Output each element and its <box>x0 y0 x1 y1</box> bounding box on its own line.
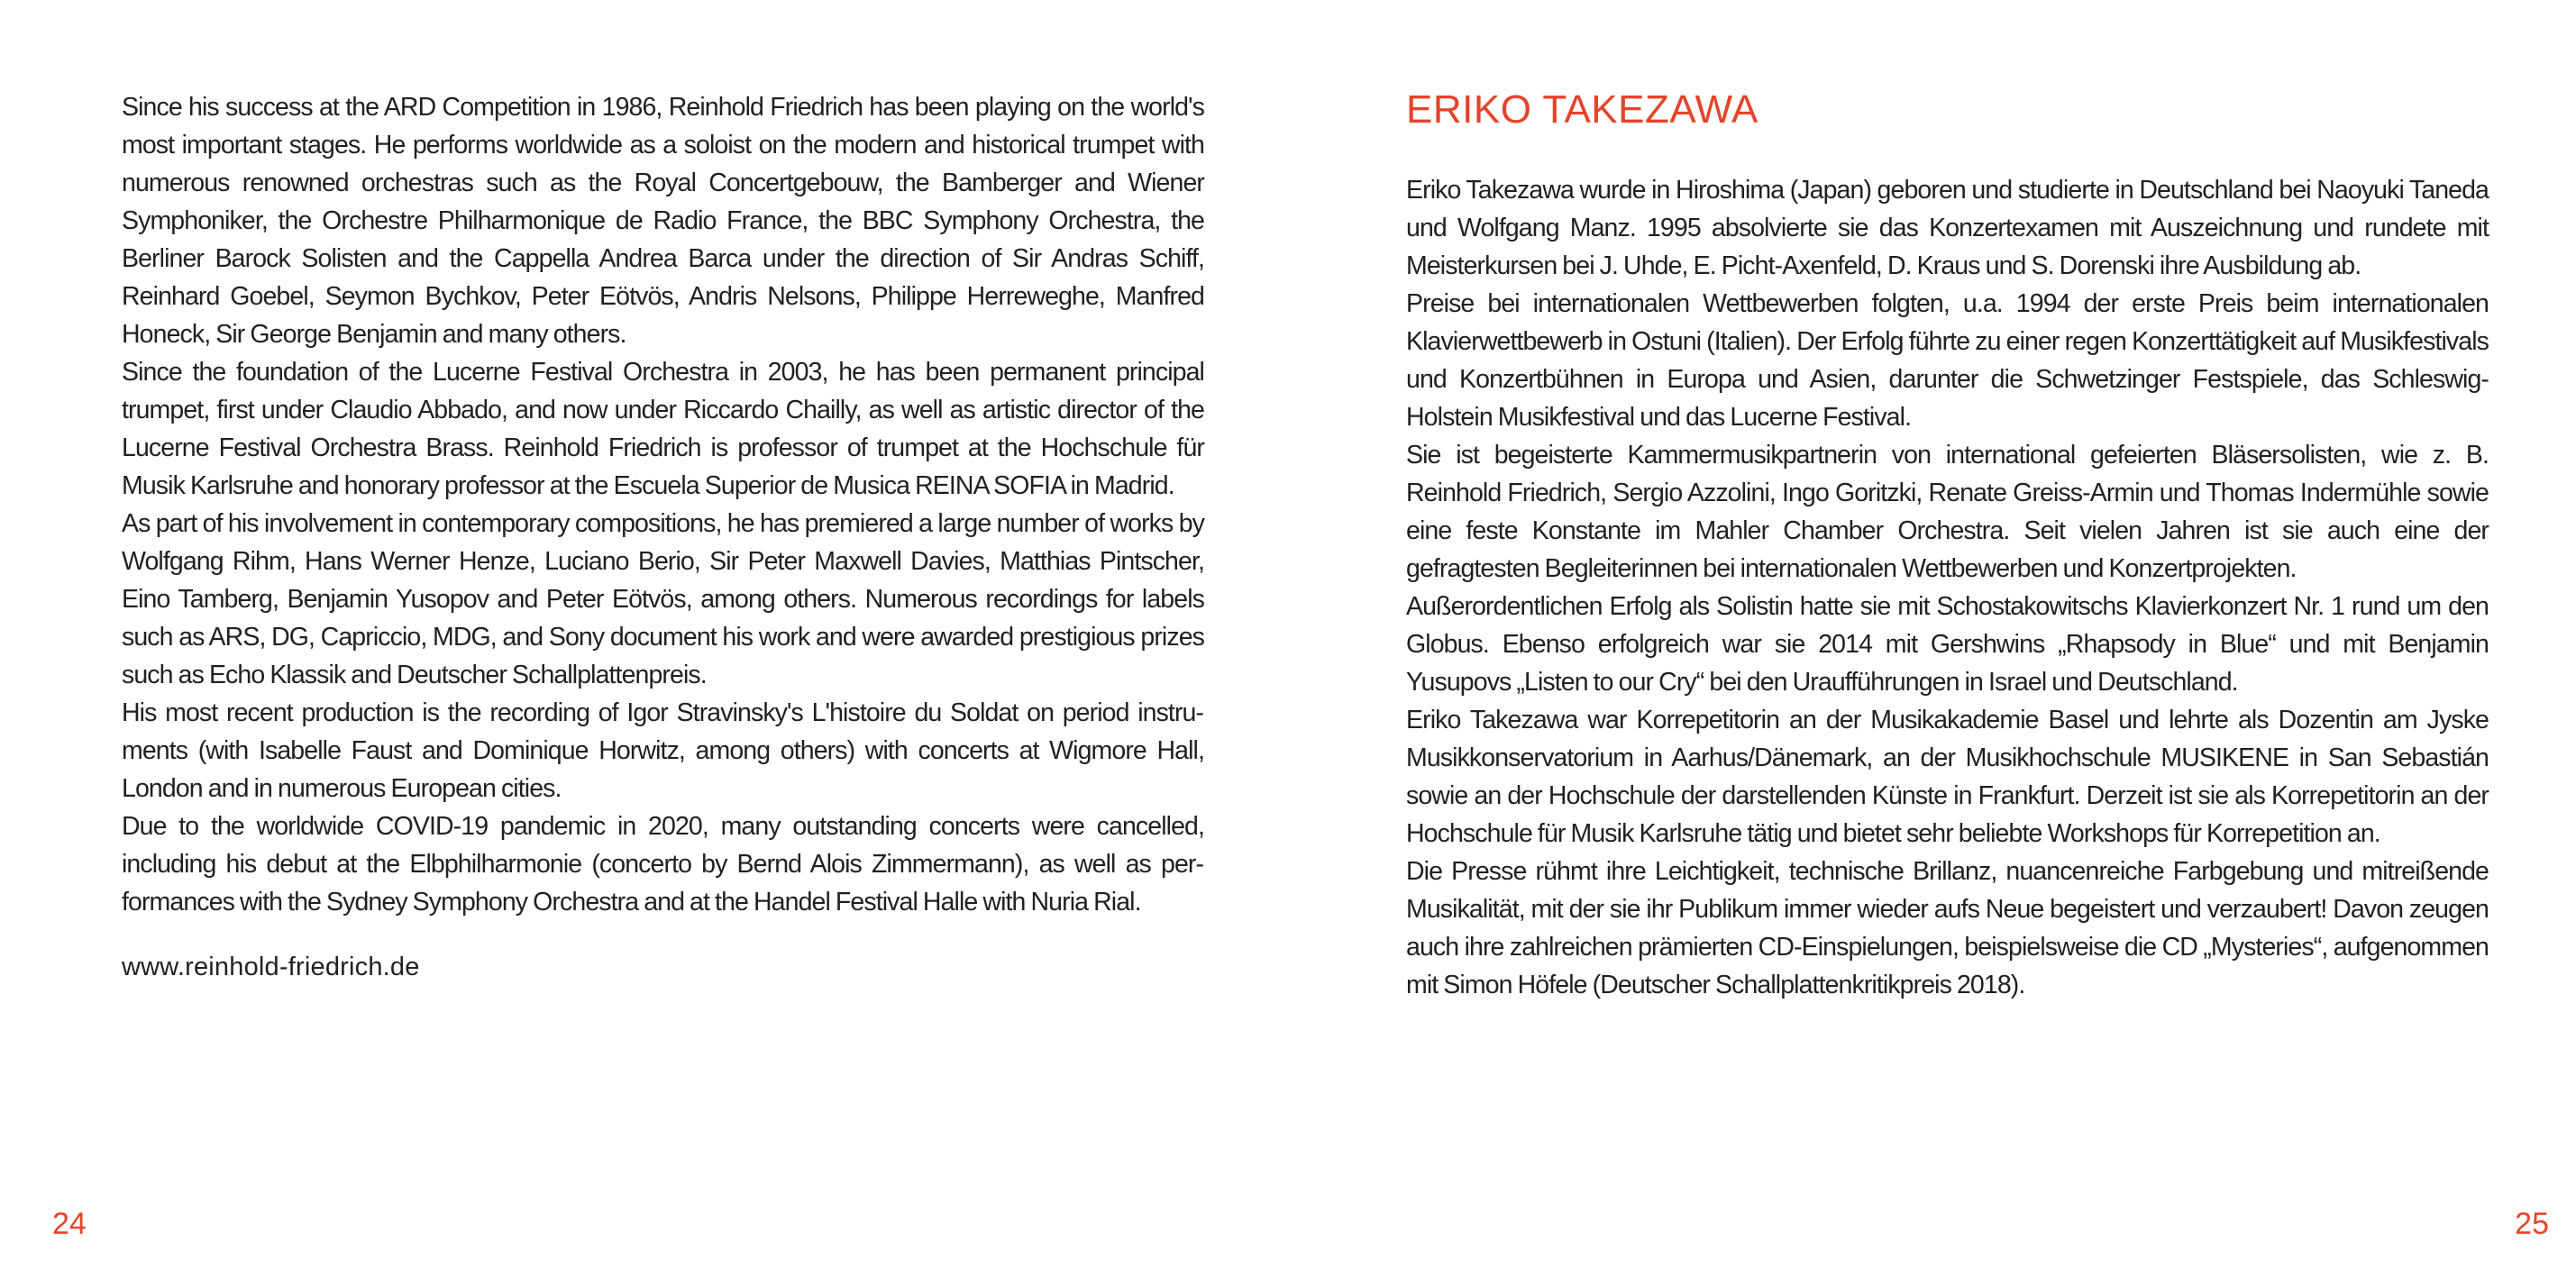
paragraph-biography: Eriko Takezawa wurde in Hiroshima (Japan) geboren und studierte in Deutschland bei Naoyuki Taneda und Wolfgang Manz. 1995 absolvierte sie das Konzertexamen mit Auszeichnung und rundete mit Meisterkursen bei J. Uhde, E. Picht-Axenfeld, D. Kraus und S. Dorenski ihre Ausbildung ab. <box>1406 176 2489 280</box>
paragraph-teaching: Eriko Takezawa war Korrepetitorin an der Musikakademie Basel und lehrte als Dozentin am Jyske Musikkonservatorium in Aarhus/Dänemark, an der Musikhochschule MUSIKENE in San Sebastián sowie an der Hochschule der darstellenden Künste in Frankfurt. Derzeit ist sie als Korrepetitorin an der Hochschule für Musik Karlsruhe tätig und bietet sehr beliebte Workshops für Korrepetition an. <box>1406 706 2489 848</box>
paragraph-soloist-success: Außerordentlichen Erfolg als Solistin hatte sie mit Schostakowitschs Klavierkonzert Nr. 1 rund um den Globus. Ebenso erfolgreich war sie 2014 mit Gershwins „Rhapsody in Blue“ und mit Benjamin Yusupovs „Listen to our Cry“ bei den Uraufführungen in Israel und Deutschland. <box>1406 592 2489 697</box>
left-text-column <box>122 88 1204 986</box>
page-number-right: 25 <box>2515 1207 2549 1241</box>
paragraph-prizes: Preise bei internationalen Wettbewerben folgten, u.a. 1994 der erste Preis beim internationalen Klavierwettbewerb in Ostuni (Italien). Der Erfolg führte zu einer regen Konzerttätigkeit auf Musikfestivals und Konzertbühnen in Europa und Asien, darunter die Schwetzinger Festspiele, das Schleswig-Holstein Musikfestival und das Lucerne Festival. <box>1406 289 2489 432</box>
paragraph-covid-pandemic: Due to the worldwide COVID-19 pandemic in 2020, many outstanding concerts were cancelled, including his debut at the Elbphilharmonie (concerto by Bernd Alois Zimmermann), as well as performances with the Sydney Symphony Orchestra and at the Handel Festival Halle with Nuria Rial. <box>122 812 1204 917</box>
section-heading: ERIKO TAKEZAWA <box>1406 87 1758 132</box>
right-text-column <box>1406 87 2489 1004</box>
paragraph-contemporary-compositions: As part of his involvement in contemporary compositions, he has premiered a large number of works by Wolfgang Rihm, Hans Werner Henze, Luciano Berio, Sir Peter Maxwell Davies, Matthias Pintscher, Eino Tamberg, Benjamin Yusopov and Peter Eötvös, among others. Numerous recordings for labels such as ARS, DG, Capriccio, MDG, and Sony document his work and were awarded prestigious prizes such as Echo Klassik and Deutscher Schallplattenpreis. <box>122 509 1204 689</box>
paragraph-chamber-music: Sie ist begeisterte Kammermusikpartnerin von international gefeierten Bläsersolisten, wie z. B. Reinhold Friedrich, Sergio Azzolini, Ingo Goritzki, Renate Greiss-Armin und Thomas Indermühle sowie eine feste Konstante im Mahler Chamber Orchestra. Seit vielen Jahren ist sie auch eine der gefragtesten Begleiterinnen bei internationalen Wettbewerben und Konzertprojekten. <box>1406 441 2489 583</box>
paragraph-lucerne-festival: Since the foundation of the Lucerne Festival Orchestra in 2003, he has been permanent principal trumpet, first under Claudio Abbado, and now under Riccardo Chailly, as well as artistic director of the Lucerne Festival Orchestra Brass. Reinhold Friedrich is professor of trumpet at the Hochschule für Musik Karlsruhe and honorary professor at the Escuela Superior de Musica REINA SOFIA in Madrid. <box>122 358 1204 500</box>
right-page <box>1288 0 2576 1277</box>
page-number-left: 24 <box>52 1207 87 1241</box>
paragraph-ard-competition: Since his success at the ARD Competition in 1986, Reinhold Friedrich has been playing on the world's most important stages. He performs worldwide as a soloist on the modern and historical trumpet with numerous renowned orchestras such as the Royal Concertgebouw, the Bamberger and Wiener Symphoniker, the Orchestre Philharmonique de Radio France, the BBC Symphony Orchestra, the Berliner Barock Solisten and the Cappella Andrea Barca under the direction of Sir Andras Schiff, Reinhard Goebel, Seymon Bychkov, Peter Eötvös, Andris Nelsons, Philippe Herreweghe, Manfred Honeck, Sir George Benjamin and many others. <box>122 93 1204 349</box>
paragraph-press: Die Presse rühmt ihre Leichtigkeit, technische Brillanz, nuancenreiche Farbgebung und mitreißende Musikalität, mit der sie ihr Publikum immer wieder aufs Neue begeistert und verzaubert! Davon zeugen auch ihre zahlreichen prämierten CD-Einspielungen, beispielsweise die CD „Mysteries“, aufgenommen mit Simon Höfele (Deutscher Schallplattenkritikpreis 2018). <box>1406 857 2489 999</box>
paragraph-recent-production: His most recent production is the recording of Igor Stravinsky's L'histoire du Soldat on period instruments (with Isabelle Faust and Dominique Horwitz, among others) with concerts at Wigmore Hall, London and in numerous European cities. <box>122 698 1204 803</box>
website-link[interactable]: www.reinhold-friedrich.de <box>122 953 420 981</box>
